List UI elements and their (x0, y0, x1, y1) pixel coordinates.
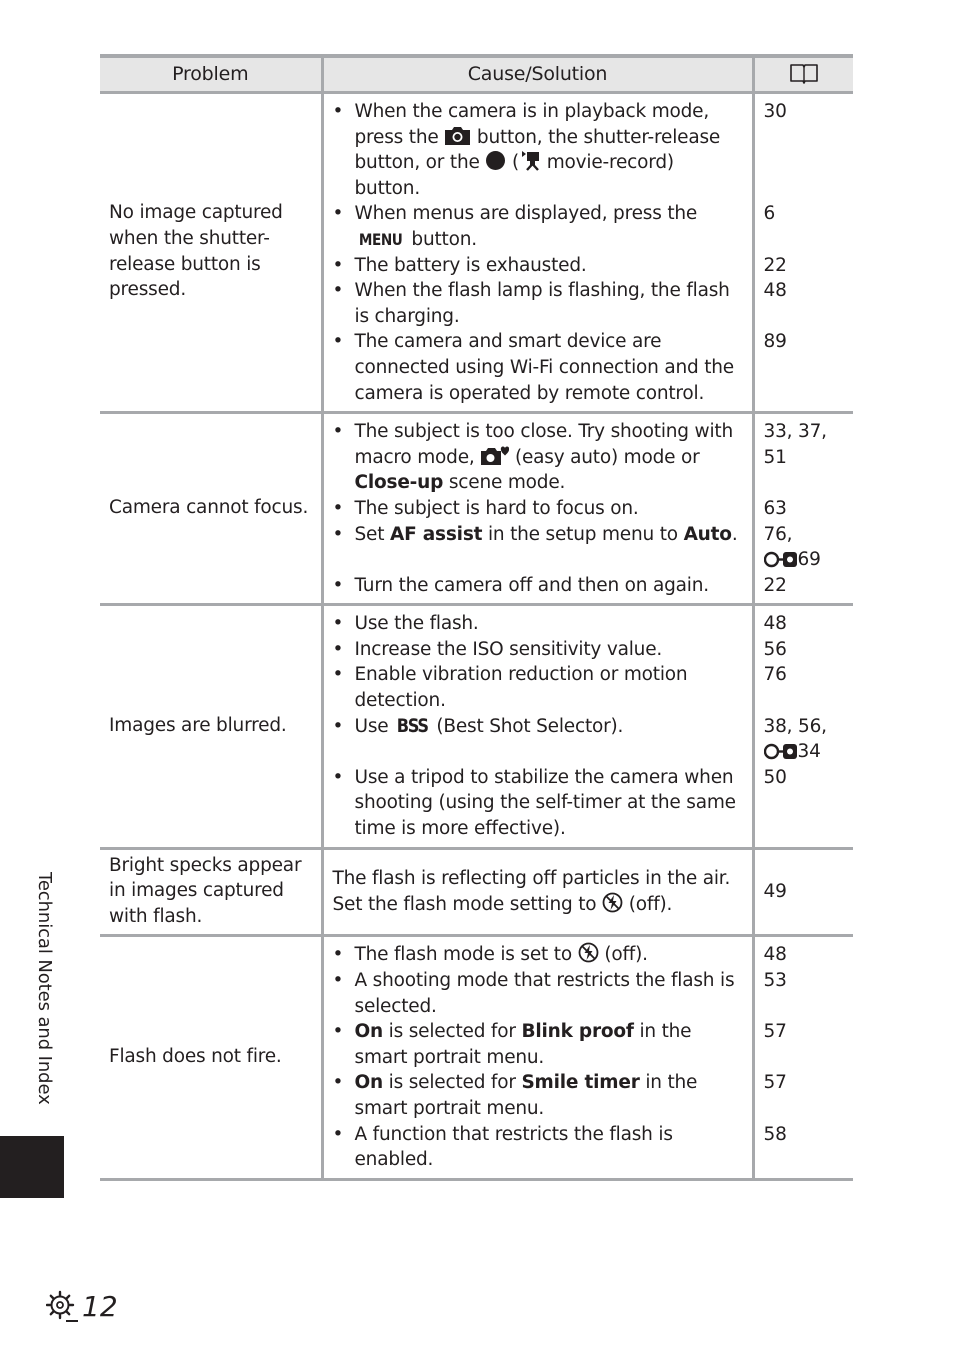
page-reference: 22 (763, 574, 787, 596)
page-reference: 38, 56, (763, 715, 827, 737)
bullet-dot: • (332, 944, 344, 966)
page-reference: 57 (763, 1021, 787, 1043)
cause-solution-cell (322, 936, 753, 1179)
cause-bullet-item (333, 201, 744, 252)
cause-bullet-item (333, 253, 744, 279)
easy-auto-icon (480, 445, 509, 466)
cause-bullet-item (333, 1070, 744, 1121)
bullet-text: When menus are displayed, press the MENU button. (355, 201, 744, 252)
bullet-dot: • (332, 1021, 344, 1043)
page-reference: 76, (763, 523, 793, 545)
cause-bullet-item (333, 714, 744, 740)
page-reference (764, 470, 846, 496)
cause-bullet-item (333, 765, 744, 842)
page-reference: 57 (763, 1072, 787, 1094)
bullet-dot: • (332, 101, 344, 122)
bullet-dot: • (332, 638, 344, 660)
page-reference: 33, 37, (763, 421, 827, 443)
page-reference (764, 688, 846, 714)
page-reference: 6 (763, 203, 776, 225)
bullet-dot: • (332, 715, 344, 737)
table-row (100, 936, 853, 1179)
bullet-dot: • (332, 664, 344, 686)
cause-bullet-item (333, 278, 744, 329)
camera-button-icon (444, 126, 471, 146)
record-button-icon (485, 150, 506, 171)
page-reference: 89 (763, 331, 787, 353)
problem-cell: Images are blurred. (100, 605, 322, 848)
bullet-dot: • (332, 421, 344, 443)
cause-bullet-item (333, 637, 744, 663)
cause-bullet-item (333, 329, 744, 406)
cause-bullet-item (333, 99, 744, 201)
table-row (100, 93, 853, 413)
movie-camera-icon (519, 150, 541, 171)
page-number (46, 1288, 118, 1324)
reference-section-icon (764, 551, 798, 568)
cause-solution-cell (322, 605, 753, 848)
bullet-text: Use a tripod to stabilize the camera when shooting (using the self-timer at the same time is more effective). (354, 766, 736, 840)
cause-bullet-item (333, 496, 744, 522)
page-reference: 76 (763, 664, 787, 686)
reference-cell (753, 848, 853, 936)
page-reference (764, 125, 846, 151)
bullet-dot: • (332, 497, 344, 519)
page-reference: 48 (763, 613, 787, 635)
bullet-dot: • (332, 970, 344, 991)
table-row (100, 605, 853, 848)
bullet-dot: • (332, 1072, 344, 1094)
page-reference: 50 (763, 766, 787, 788)
bullet-text: Set AF assist in the setup menu to Auto. (354, 523, 738, 545)
page-reference: 48 (763, 280, 787, 302)
cause-bullet-item (333, 573, 744, 599)
cause-solution-cell (322, 848, 753, 936)
bullet-text: Use BSS (Best Shot Selector). (355, 714, 744, 740)
bullet-text: Enable vibration reduction or motion detection. (354, 664, 688, 712)
page-reference: 48 (763, 944, 787, 966)
page-reference (764, 227, 846, 253)
bullet-text: The flash mode is set to (off). (354, 944, 648, 966)
bullet-dot: • (332, 613, 344, 635)
table-header-row (100, 56, 853, 93)
bullet-dot: • (332, 766, 344, 788)
table-row (100, 413, 853, 605)
table-row (100, 848, 853, 936)
problem-cell: No image captured when the shutter-release button is pressed. (100, 93, 322, 413)
cause-bullet-item (333, 419, 744, 496)
menu-button-label: MENU (358, 229, 402, 249)
problem-cell: Bright specks appear in images captured with flash. (100, 848, 322, 936)
bullet-dot: • (332, 1123, 344, 1145)
bullet-text: On is selected for Blink proof in the smart portrait menu. (354, 1021, 692, 1068)
bullet-text: Use the flash. (354, 613, 479, 635)
bullet-dot: • (332, 254, 344, 276)
bullet-text: The subject is hard to focus on. (354, 497, 639, 519)
flash-off-icon (578, 942, 599, 963)
header-cause-solution: Cause/Solution (322, 56, 753, 93)
page-reference (764, 176, 846, 202)
problem-cell: Flash does not fire. (100, 936, 322, 1179)
bullet-text: On is selected for Smile timer in the smart portrait menu. (354, 1072, 698, 1119)
cause-spacer (333, 547, 744, 573)
cause-solution-cell (322, 93, 753, 413)
bullet-dot: • (332, 574, 344, 596)
problem-cell: Camera cannot focus. (100, 413, 322, 605)
bullet-dot: • (332, 523, 344, 545)
bullet-text: Increase the ISO sensitivity value. (354, 638, 663, 660)
bullet-text: A shooting mode that restricts the flash is selected. (354, 970, 735, 1017)
bss-mode-label: BSS (396, 714, 428, 737)
reference-cell (753, 413, 853, 605)
technical-notes-icon (46, 1290, 80, 1322)
cause-bullet-item (333, 1122, 744, 1173)
page-reference (764, 304, 846, 330)
troubleshooting-table (100, 54, 853, 1181)
page-reference: 63 (763, 497, 787, 519)
bullet-text: The camera and smart device are connected using Wi-Fi connection and the camera is operated by remote control. (354, 331, 734, 404)
page-reference (764, 994, 846, 1020)
page-reference (764, 1045, 846, 1071)
section-tab-marker (0, 1136, 64, 1198)
page-reference: 51 (763, 446, 787, 468)
page-reference: 34 (764, 739, 846, 765)
bullet-text: When the flash lamp is flashing, the flash is charging. (354, 280, 730, 327)
cause-spacer (333, 739, 744, 765)
header-reference (753, 56, 853, 93)
page-reference: 49 (763, 881, 787, 903)
cause-bullet-item (333, 662, 744, 713)
cause-bullet-item (333, 522, 744, 548)
flash-off-icon (602, 892, 623, 913)
bullet-text: The battery is exhausted. (354, 254, 587, 276)
cause-bullet-item (333, 942, 744, 968)
reference-cell (753, 936, 853, 1179)
cause-text: The flash is reflecting off particles in the air. Set the flash mode setting to (off). (332, 868, 731, 916)
bullet-text: When the camera is in playback mode, press the button, the shutter-release button, or the ( movie-record) button. (354, 101, 721, 199)
bullet-dot: • (332, 280, 344, 302)
page-reference: 22 (763, 254, 787, 276)
page-number-text: 12 (82, 1289, 118, 1323)
book-icon (789, 62, 819, 84)
bullet-text: The subject is too close. Try shooting with macro mode, (easy auto) mode or Close-up scene mode. (354, 421, 733, 494)
page-reference: 30 (763, 101, 787, 122)
page-reference: 53 (763, 970, 787, 991)
page-reference: 69 (764, 547, 846, 573)
reference-section-icon (764, 743, 798, 760)
page-reference (764, 150, 846, 176)
section-side-label: Technical Notes and Index (34, 872, 55, 1105)
bullet-text: A function that restricts the flash is enabled. (354, 1123, 673, 1171)
reference-cell (753, 93, 853, 413)
page-reference: 56 (763, 638, 787, 660)
bullet-dot: • (332, 203, 344, 225)
cause-bullet-item (333, 611, 744, 637)
cause-bullet-item (333, 1019, 744, 1070)
bullet-text: Turn the camera off and then on again. (354, 574, 709, 596)
bullet-dot: • (332, 331, 344, 353)
cause-bullet-item (333, 968, 744, 1019)
header-problem: Problem (100, 56, 322, 93)
page-reference: 58 (763, 1123, 787, 1145)
cause-solution-cell (322, 413, 753, 605)
reference-cell (753, 605, 853, 848)
page-reference (764, 1096, 846, 1122)
